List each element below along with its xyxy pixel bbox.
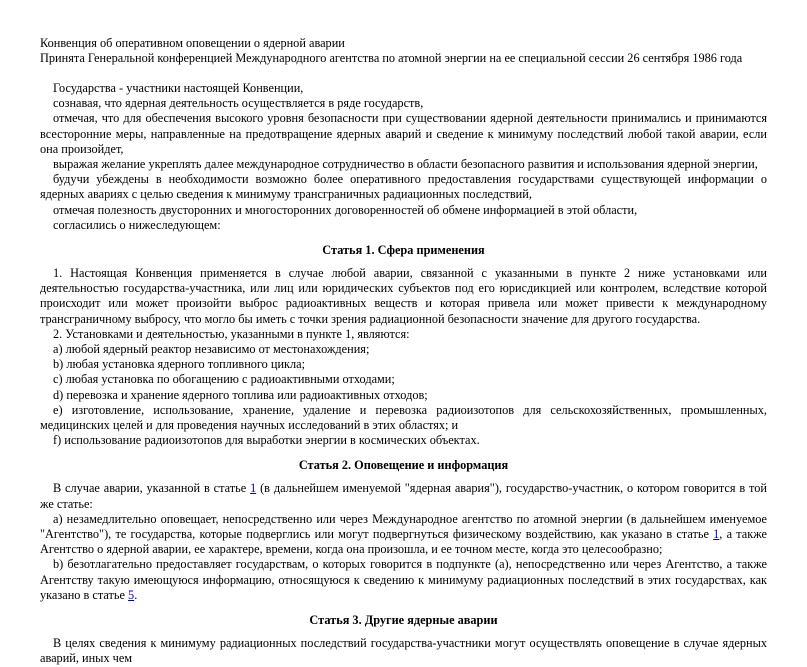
preamble-paragraph: согласились о нижеследующем: bbox=[53, 217, 221, 232]
article-1-heading: Статья 1. Сфера применения bbox=[322, 243, 485, 258]
preamble bbox=[40, 81, 767, 233]
preamble-paragraph: отмечая полезность двусторонних и многосторонних договоренностей об обмене информацией в этой области, bbox=[53, 202, 638, 217]
preamble-paragraph: Государства - участники настоящей Конвенции, bbox=[53, 81, 304, 95]
article-2-item-b bbox=[40, 557, 767, 603]
article-2-text: b) безотлагательно предоставляет государствам, о которых говорится в подпункте (a), непосредственно или через Агентство, а также Агентству такую имеющуюся информацию, относящуюся к сведению к минимуму радиационных последствий в этих государствах, как указано в статье bbox=[40, 557, 767, 602]
preamble-paragraph: выражая желание укреплять далее международное сотрудничество в области безопасного развития и использования ядерной энергии, bbox=[53, 157, 758, 172]
article-2-text: . bbox=[134, 587, 138, 602]
preamble-paragraph: будучи убеждены в необходимости возможно более оперативного предоставления государствами существующей информации о ядерных авариях с целью сведения к минимуму трансграничных радиационных последствий, bbox=[40, 172, 767, 202]
article-1-item-e: e) изготовление, использование, хранение, удаление и перевозка радиоизотопов для сельскохозяйственных, промышленных, медицинских целей и для проведения научных исследований в этих областях; и bbox=[40, 402, 767, 433]
article-5-link[interactable]: 5 bbox=[128, 587, 135, 602]
article-1-item-a: a) любой ядерный реактор независимо от местонахождения; bbox=[53, 342, 370, 357]
preamble-paragraph: отмечая, что для обеспечения высокого уровня безопасности при существовании ядерной деятельности принимались и принимаются всесторонние меры, направленные на предотвращение ядерных аварий и сведение к минимуму последствий любой такой аварии, если она произойдет, bbox=[40, 111, 767, 156]
article-3-paragraph: В целях сведения к минимуму радиационных последствий государства-участники могут осуществлять оповещение в случае ядерных аварий, иных чем bbox=[40, 636, 767, 666]
article-2-paragraph bbox=[40, 481, 767, 511]
article-1-paragraph: 1. Настоящая Конвенция применяется в случае любой аварии, связанной с указанными в пункте 2 ниже установками или деятельностью государства-участника, или лиц или юридических субъектов под его юрисдикцией или контролем, вследствие которой происходит или может произойти выброс радиоактивных веществ и которая привела или может привести к международному трансграничному выбросу, что могло бы иметь с точки зрения радиационной безопасности значение для другого государства. bbox=[40, 266, 767, 326]
article-1-item-f: f) использование радиоизотопов для выработки энергии в космических объектах. bbox=[53, 433, 480, 448]
article-1-paragraph: 2. Установками и деятельностью, указанными в пункте 1, являются: bbox=[53, 326, 410, 341]
article-2-heading: Статья 2. Оповещение и информация bbox=[298, 458, 509, 473]
document-page bbox=[40, 36, 767, 667]
article-2-body bbox=[40, 481, 767, 603]
article-1-link[interactable]: 1 bbox=[250, 481, 257, 496]
document-title: Конвенция об оперативном оповещении о ядерной аварии bbox=[40, 36, 345, 50]
preamble-paragraph: сознавая, что ядерная деятельность осуществляется в ряде государств, bbox=[53, 96, 424, 111]
document-adoption-note: Принята Генеральной конференцией Международного агентства по атомной энергии на ее специальной сессии 26 сентября 1986 года bbox=[40, 51, 743, 65]
article-2-item-a bbox=[40, 512, 767, 558]
article-1-body bbox=[40, 266, 767, 448]
article-1-link[interactable]: 1 bbox=[713, 527, 720, 542]
article-3-heading: Статья 3. Другие ядерные аварии bbox=[309, 613, 498, 628]
article-1-item-c: c) любая установка по обогащению с радиоактивными отходами; bbox=[53, 372, 395, 387]
article-2-text: В случае аварии, указанной в статье bbox=[53, 481, 251, 496]
article-1-item-d: d) перевозка и хранение ядерного топлива или радиоактивных отходов; bbox=[53, 387, 428, 402]
article-2-text: , а также Агентство о ядерной аварии, ее характере, времени, когда она произошла, и ее точном месте, когда это целесообразно; bbox=[40, 527, 767, 557]
article-2-text: (в дальнейшем именуемой "ядерная авария"), государство-участник, о котором говорится в той же статье: bbox=[40, 481, 767, 511]
article-1-item-b: b) любая установка ядерного топливного цикла; bbox=[53, 357, 306, 372]
article-2-text: a) незамедлительно оповещает, непосредственно или через Международное агентство по атомной энергии (в дальнейшем именуемое "Агентство"), те государства, которые подверглись или могут подвергнуться физическому воздействию, как указано в статье bbox=[40, 511, 767, 542]
